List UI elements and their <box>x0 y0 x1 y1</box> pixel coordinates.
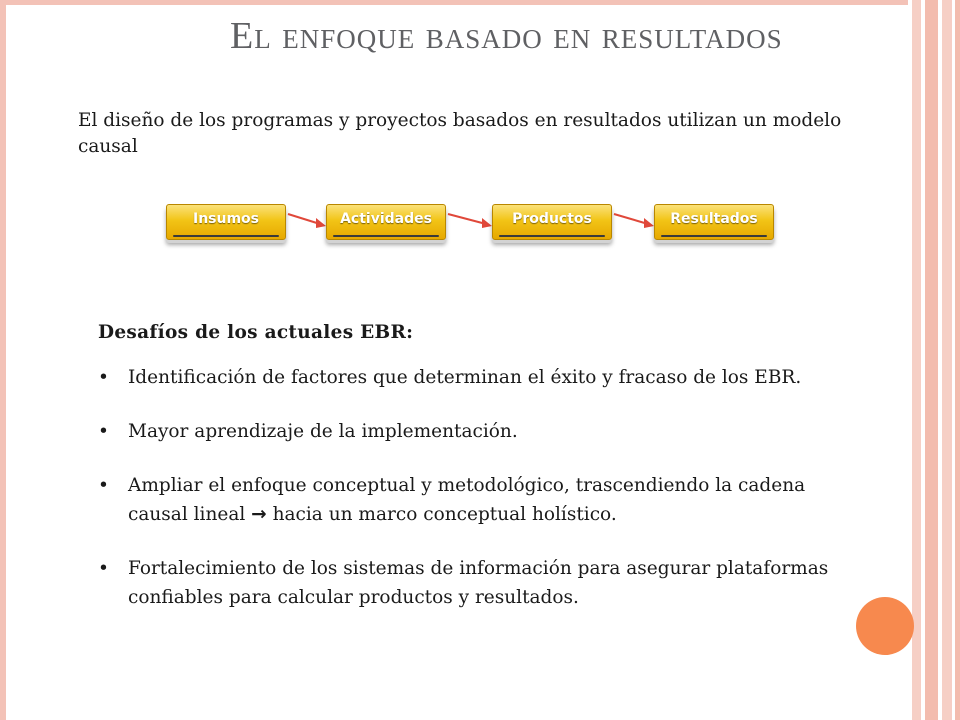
slide-frame-top <box>0 0 960 5</box>
bullet-text-before: Ampliar el enfoque conceptual y metodológico, trascendiendo la cadena causal lineal <box>128 475 806 525</box>
bullet-text: Mayor aprendizaje de la implementación. <box>128 421 518 442</box>
flow-arrow-1 <box>286 208 328 232</box>
bullet-glyph: • <box>98 475 109 496</box>
flow-arrow-3 <box>612 208 656 232</box>
decorative-orange-circle <box>856 597 914 655</box>
right-arrow-icon: → <box>251 504 267 525</box>
intro-text: El diseño de los programas y proyectos basados en resultados utilizan un modelo causal <box>78 110 842 157</box>
slide-frame-left <box>0 0 6 720</box>
bullet-glyph: • <box>98 558 109 579</box>
flow-step-productos: Productos <box>492 204 612 240</box>
bullet-text: Identificación de factores que determinan el éxito y fracaso de los EBR. <box>128 367 802 388</box>
list-item <box>98 363 868 392</box>
challenges-title: Desafíos de los actuales EBR: <box>98 322 414 343</box>
list-item <box>98 471 868 529</box>
list-item <box>98 554 868 612</box>
bullet-text: Fortalecimiento de los sistemas de información para asegurar plataformas confiables para calcular productos y resultados. <box>128 558 829 608</box>
slide-frame-right-stripes <box>908 0 960 720</box>
challenges-section <box>98 322 868 637</box>
bullet-glyph: • <box>98 367 109 388</box>
bullet-glyph: • <box>98 421 109 442</box>
flow-arrow-2 <box>446 208 494 232</box>
bullet-text-after: hacia un marco conceptual holístico. <box>272 504 617 525</box>
slide-title: El enfoque basado en resultados <box>230 15 783 57</box>
flow-step-actividades: Actividades <box>326 204 446 240</box>
list-item <box>98 417 868 446</box>
challenges-list <box>98 363 868 612</box>
causal-flow-diagram <box>158 198 788 258</box>
flow-step-resultados: Resultados <box>654 204 774 240</box>
flow-step-insumos: Insumos <box>166 204 286 240</box>
